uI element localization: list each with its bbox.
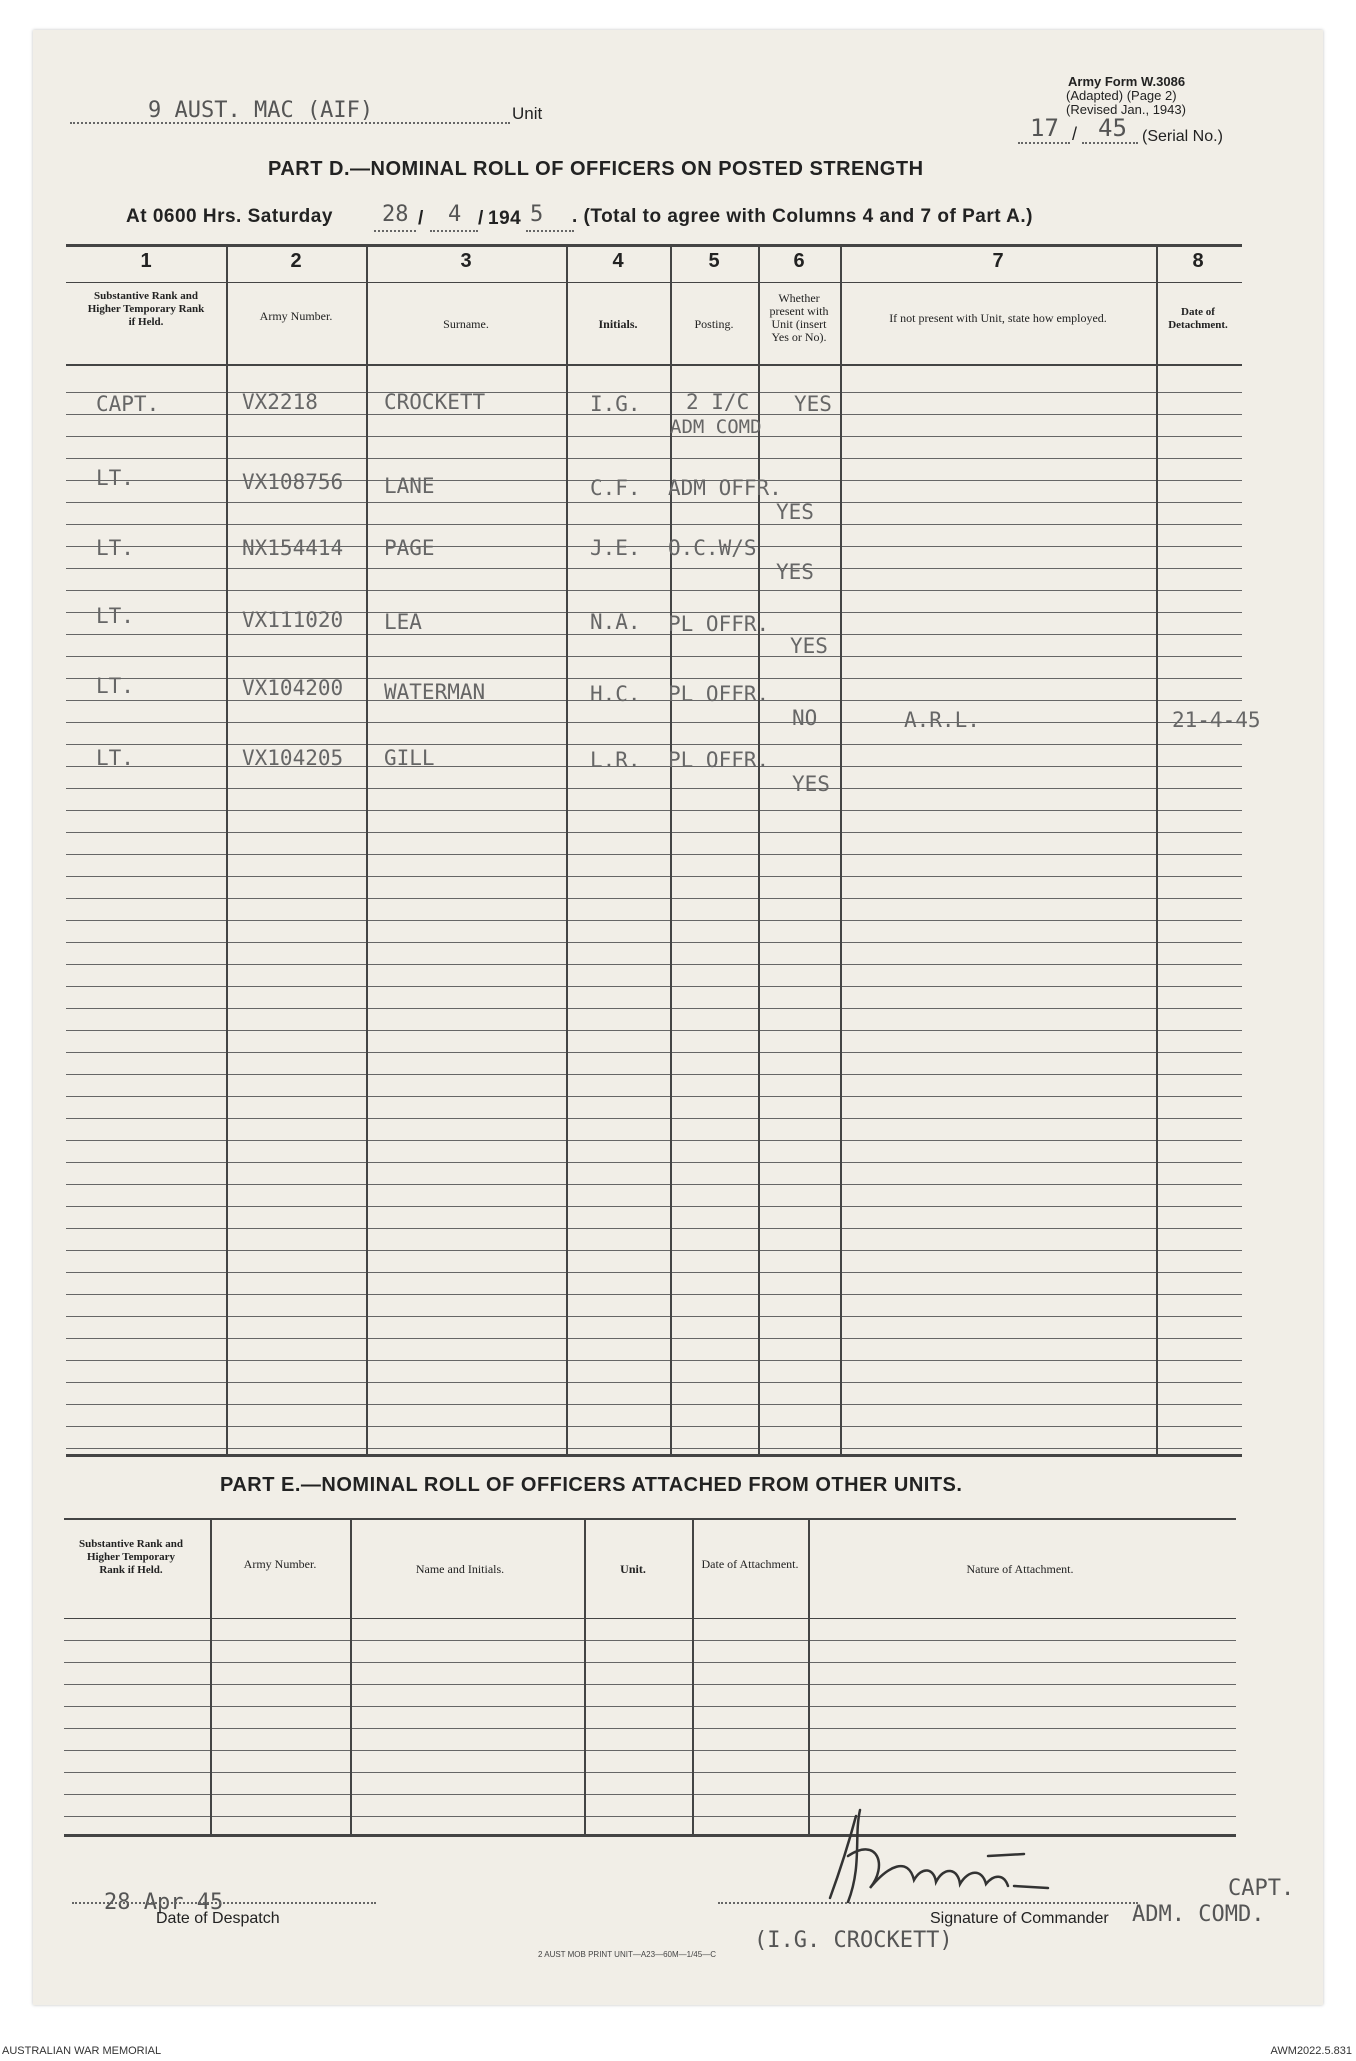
col-num-4: 4 (612, 250, 624, 272)
date-day: 28 (382, 202, 409, 227)
row-initials: C.F. (590, 476, 641, 500)
row-number: VX104200 (242, 676, 344, 700)
row-number: NX154414 (242, 536, 344, 560)
unit-label: Unit (512, 104, 543, 123)
row-surname: LANE (384, 474, 435, 498)
e-col-head-nature: Nature of Attachment. (966, 1562, 1074, 1576)
date-suffix: . (Total to agree with Columns 4 and 7 of Part A.) (572, 206, 1033, 227)
row-posting: O.C.W/S (668, 536, 757, 560)
despatch-line (72, 1902, 376, 1904)
archive-footer (0, 2041, 1356, 2061)
date-sep-1: / (418, 208, 424, 229)
row-rank: CAPT. (96, 392, 160, 416)
row-surname: PAGE (384, 536, 435, 560)
row-initials: L.R. (590, 748, 641, 772)
row-present: NO (792, 706, 818, 730)
signature-line (718, 1902, 1138, 1904)
row-number: VX2218 (242, 390, 318, 414)
col-num-1: 1 (140, 250, 152, 272)
serial-sep: / (1072, 124, 1078, 144)
row-posting: PL OFFR. (668, 682, 770, 706)
form-id-line1: Army Form W.3086 (1068, 74, 1186, 89)
e-col-head-number: Army Number. (243, 1557, 317, 1571)
signature (818, 1796, 1118, 1916)
col-num-6: 6 (793, 250, 805, 272)
serial-left: 17 (1030, 114, 1059, 142)
e-table-top-rule (64, 1518, 1236, 1520)
row-present: YES (776, 500, 814, 524)
row-date: 21-4-45 (1172, 708, 1261, 732)
col-head-number: Army Number. (259, 309, 333, 323)
col-head-surname: Surname. (443, 317, 489, 331)
col-num-5: 5 (708, 250, 720, 272)
row-present: YES (792, 772, 830, 796)
signer-name: (I.G. CROCKETT) (754, 1928, 953, 1953)
row-surname: GILL (384, 746, 435, 770)
col-head-employed: If not present with Unit, state how employed. (889, 311, 1107, 325)
e-col-head-rank: Substantive Rank and Higher Temporary Rank if Held. (79, 1538, 183, 1576)
e-column-divider (692, 1520, 694, 1834)
e-col-head-unit: Unit. (620, 1562, 646, 1576)
e-header-bottom-rule (64, 1618, 1236, 1619)
e-row-rule (64, 1728, 1236, 1729)
col-num-2: 2 (290, 250, 302, 272)
signer-role: ADM. COMD. (1132, 1902, 1265, 1927)
e-column-divider (584, 1520, 586, 1834)
e-row-rule (64, 1772, 1236, 1773)
row-surname: WATERMAN (384, 680, 486, 704)
archive-left: AUSTRALIAN WAR MEMORIAL (2, 2045, 162, 2057)
serial-label: (Serial No.) (1142, 128, 1223, 145)
e-row-rule (64, 1684, 1236, 1685)
row-number: VX108756 (242, 470, 344, 494)
date-year-prefix: 194 (488, 208, 522, 229)
e-row-rule (64, 1794, 1236, 1795)
row-posting: PL OFFR. (668, 612, 770, 636)
e-col-head-name: Name and Initials. (415, 1562, 505, 1576)
row-rank: LT. (96, 604, 134, 628)
row-posting: ADM OFFR. (668, 476, 782, 500)
row-surname: CROCKETT (384, 390, 486, 414)
e-row-rule (64, 1750, 1236, 1751)
row-present: YES (794, 392, 832, 416)
serial-right: 45 (1098, 114, 1127, 142)
row-initials: N.A. (590, 610, 641, 634)
date-year-digit: 5 (530, 202, 544, 227)
row-posting: PL OFFR. (668, 748, 770, 772)
row-number: VX104205 (242, 746, 344, 770)
row-initials: I.G. (590, 392, 641, 416)
row-present: YES (790, 634, 828, 658)
e-column-divider (808, 1520, 810, 1834)
form-id-line2: (Adapted) (Page 2) (1066, 88, 1177, 103)
signature-label: Signature of Commander (930, 1910, 1109, 1927)
row-initials: H.C. (590, 682, 641, 706)
col-num-3: 3 (460, 250, 472, 272)
unit-value: 9 AUST. MAC (AIF) (70, 98, 510, 124)
date-sep-2: / (478, 208, 484, 229)
row-rank: LT. (96, 466, 134, 490)
date-prefix: At 0600 Hrs. Saturday (126, 206, 333, 227)
row-rank: LT. (96, 674, 134, 698)
row-posting: 2 I/C (686, 390, 750, 414)
signer-rank: CAPT. (1228, 1876, 1295, 1901)
row-number: VX111020 (242, 608, 344, 632)
col-head-posting: Posting. (694, 317, 734, 331)
col-head-rank: Substantive Rank and Higher Temporary Rank if Held. (87, 290, 205, 328)
col-head-date: Date of Detachment. (1168, 306, 1228, 331)
row-present: YES (776, 560, 814, 584)
col-head-present: Whether present with Unit (insert Yes or No). (769, 291, 829, 344)
row-employed: A.R.L. (904, 708, 980, 732)
form-id-line3: (Revised Jan., 1943) (1066, 102, 1186, 117)
part-d-title: PART D.—NOMINAL ROLL OF OFFICERS ON POSTED STRENGTH (268, 158, 924, 180)
row-surname: LEA (384, 610, 422, 634)
date-month: 4 (448, 202, 462, 227)
part-e-title: PART E.—NOMINAL ROLL OF OFFICERS ATTACHED FROM OTHER UNITS. (220, 1474, 963, 1496)
e-row-rule (64, 1706, 1236, 1707)
e-row-rule (64, 1662, 1236, 1663)
e-row-rule (64, 1640, 1236, 1641)
e-col-head-date: Date of Attachment. (701, 1557, 799, 1571)
signature-scribble-icon (818, 1796, 1118, 1916)
row-rank: LT. (96, 746, 134, 770)
col-num-8: 8 (1192, 250, 1204, 272)
col-num-7: 7 (992, 250, 1004, 272)
row-rank: LT. (96, 536, 134, 560)
despatch-date: 28 Apr 45 (104, 1890, 224, 1915)
despatch-label: Date of Despatch (156, 1910, 280, 1927)
row-posting-2: ADM COMD (670, 416, 762, 438)
printer-line: 2 AUST MOB PRINT UNIT—A23—60M—1/45—C (538, 1950, 716, 1959)
e-column-divider (350, 1520, 352, 1834)
archive-right: AWM2022.5.831 (1270, 2045, 1352, 2057)
row-initials: J.E. (590, 536, 641, 560)
col-head-initials: Initials. (598, 317, 638, 331)
e-column-divider (210, 1520, 212, 1834)
